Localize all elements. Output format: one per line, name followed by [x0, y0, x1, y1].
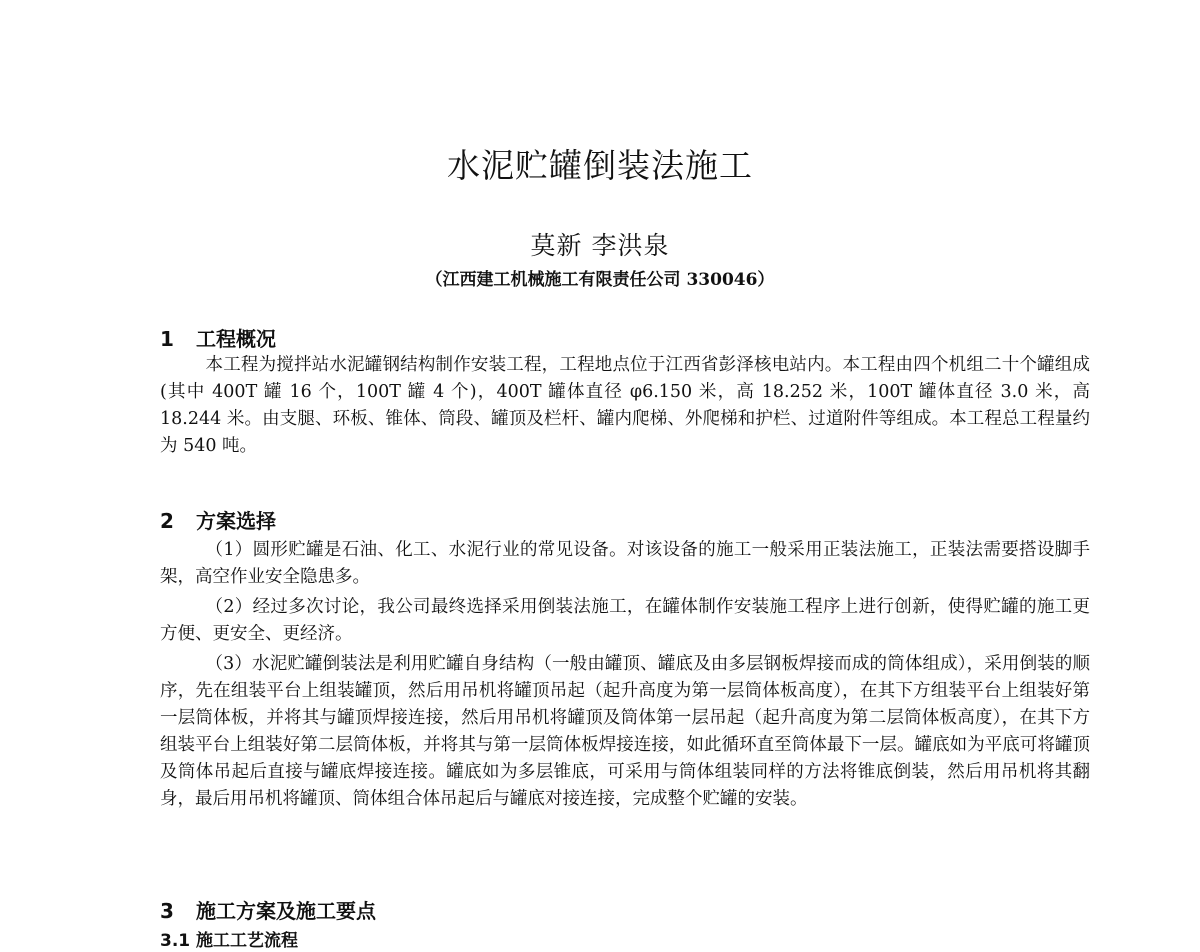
section-title: 施工方案及施工要点 — [196, 899, 376, 923]
section-1-heading — [160, 323, 276, 352]
section-title: 工程概况 — [196, 327, 276, 351]
section-1-paragraph-1: 本工程为搅拌站水泥罐钢结构制作安装工程，工程地点位于江西省彭泽核电站内。本工程由四个机组二十个罐组成(其中 400T 罐 16 个，100T 罐 4 个)，400T 罐体直径 φ6.150 米，高 18.252 米，100T 罐体直径 3.0 米，高 18.244 米。由支腿、环板、锥体、筒段、罐顶及栏杆、罐内爬梯、外爬梯和护栏、过道附件等组成。本工程总工程量约为 540 吨。 — [160, 355, 1090, 456]
section-title: 方案选择 — [196, 509, 276, 533]
section-3-heading — [160, 895, 376, 924]
section-number: 2 — [160, 509, 174, 533]
section-number: 3 — [160, 899, 174, 923]
paper-title: 水泥贮罐倒装法施工 — [447, 146, 753, 185]
section-2-paragraph-1: （1）圆形贮罐是石油、化工、水泥行业的常见设备。对该设备的施工一般采用正装法施工，正装法需要搭设脚手架，高空作业安全隐患多。 — [160, 540, 1090, 587]
section-2-paragraph-3: （3）水泥贮罐倒装法是利用贮罐自身结构（一般由罐顶、罐底及由多层钢板焊接而成的筒体组成），采用倒装的顺序，先在组装平台上组装罐顶，然后用吊机将罐顶吊起（起升高度为第一层筒体板高度），在其下方组装平台上组装好第一层筒体板，并将其与罐顶焊接连接，然后用吊机将罐顶及筒体第一层吊起（起升高度为第二层筒体板高度），在其下方组装平台上组装好第二层筒体板，并将其与第一层筒体板焊接连接，如此循环直至筒体最下一层。罐底如为平底可将罐顶及筒体吊起后直接与罐底焊接连接。罐底如为多层锥底，可采用与筒体组装同样的方法将锥底倒装，然后用吊机将其翻身，最后用吊机将罐顶、筒体组合体吊起后与罐底对接连接，完成整个贮罐的安装。 — [160, 654, 1090, 809]
section-2-heading — [160, 505, 276, 534]
section-2-paragraph-2: （2）经过多次讨论，我公司最终选择采用倒装法施工，在罐体制作安装施工程序上进行创新，使得贮罐的施工更方便、更安全、更经济。 — [160, 597, 1090, 644]
subsection-3-1-heading: 3.1 施工工艺流程 — [160, 931, 299, 951]
section-number: 1 — [160, 327, 174, 351]
author-names: 莫新 李洪泉 — [530, 231, 670, 260]
author-affiliation: （江西建工机械施工有限责任公司 330046） — [425, 270, 775, 290]
